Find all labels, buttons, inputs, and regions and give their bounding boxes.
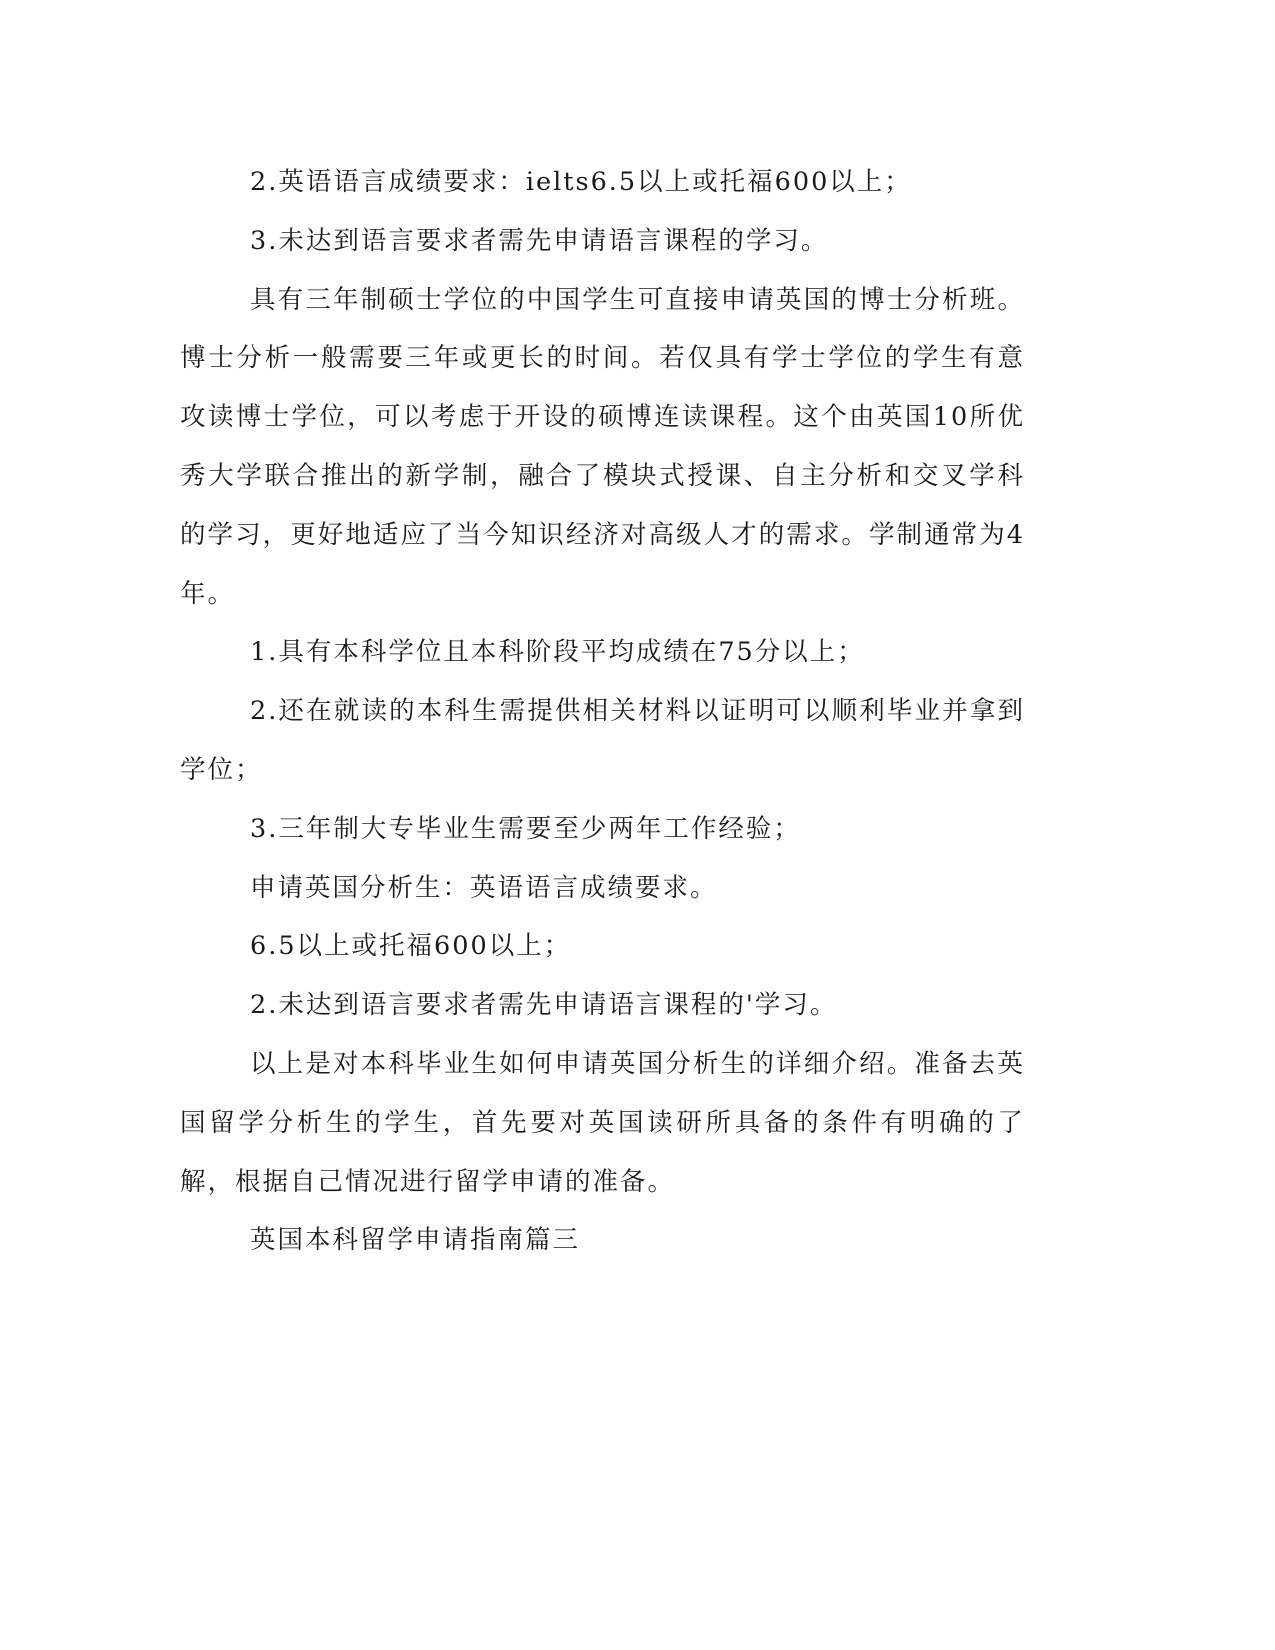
paragraph: 6.5以上或托福600以上； xyxy=(250,931,572,962)
paragraph: 3.三年制大专毕业生需要至少两年工作经验； xyxy=(250,813,801,844)
paragraph: 申请英国分析生：英语语言成绩要求。 xyxy=(250,872,718,903)
document-body xyxy=(180,153,1025,1270)
paragraph: 3.未达到语言要求者需先申请语言课程的学习。 xyxy=(250,225,829,256)
paragraph: 2.英语语言成绩要求：ielts6.5以上或托福600以上； xyxy=(250,167,912,197)
paragraph: 具有三年制硕士学位的中国学生可直接申请英国的博士分析班。博士分析一般需要三年或更长的时间。若仅具有学士学位的学生有意攻读博士学位，可以考虑于开设的硕博连读课程。这个由英国10所优秀大学联合推出的新学制，融合了模块式授课、自主分析和交叉学科的学习，更好地适应了当今知识经济对高级人才的需求。学制通常为4年。 xyxy=(180,284,1025,609)
paragraph: 1.具有本科学位且本科阶段平均成绩在75分以上； xyxy=(250,637,865,668)
section-heading: 英国本科留学申请指南篇三 xyxy=(250,1225,581,1256)
paragraph: 以上是对本科毕业生如何申请英国分析生的详细介绍。准备去英国留学分析生的学生，首先要对英国读研所具备的条件有明确的了解，根据自己情况进行留学申请的准备。 xyxy=(180,1048,1025,1197)
paragraph: 2.未达到语言要求者需先申请语言课程的'学习。 xyxy=(250,990,838,1021)
paragraph: 2.还在就读的本科生需提供相关材料以证明可以顺利毕业并拿到学位； xyxy=(180,696,1025,785)
